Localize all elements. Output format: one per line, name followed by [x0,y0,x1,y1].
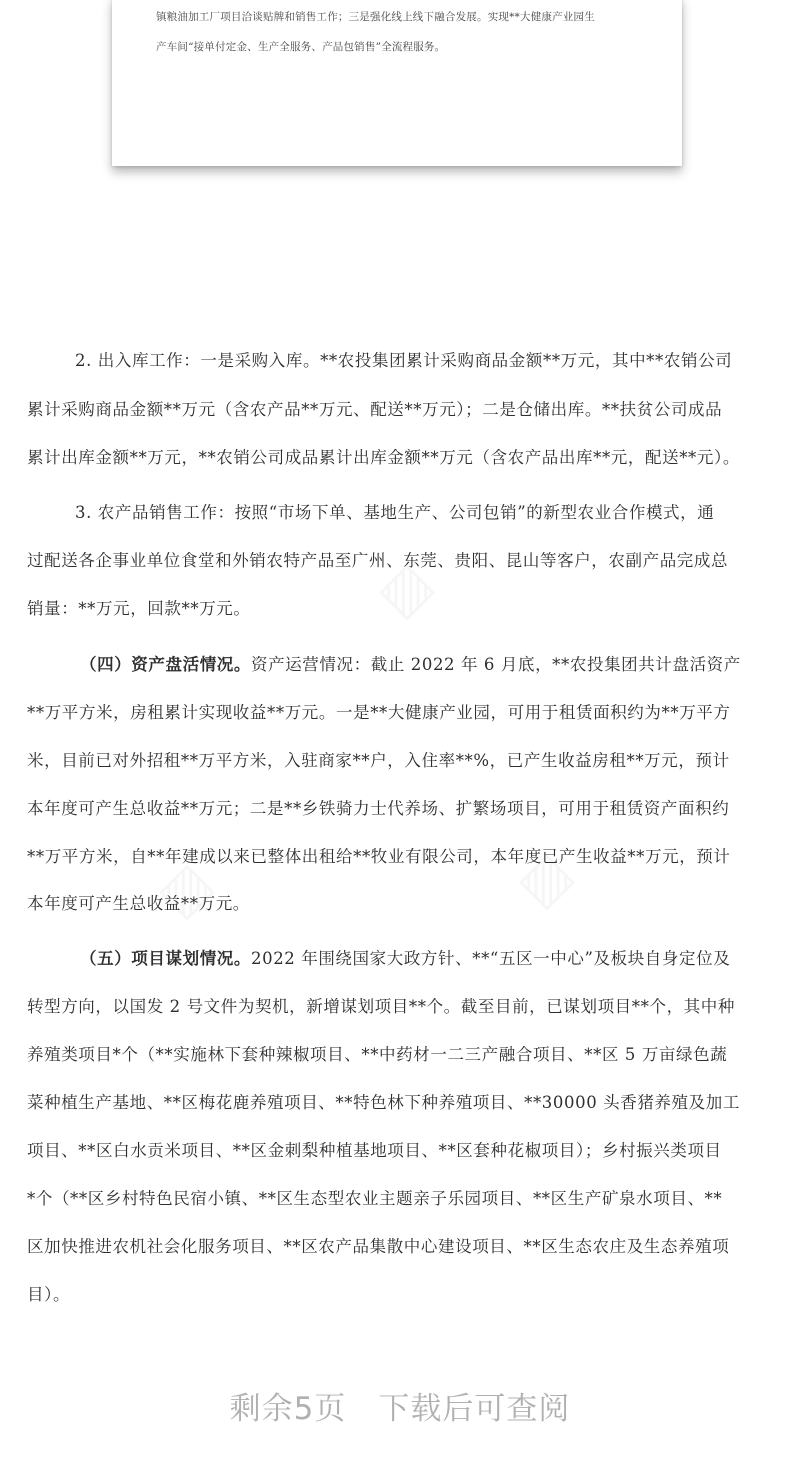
section-heading: （五）项目谋划情况。 [80,949,251,968]
text-span: 2022 年围绕国家大政方针、**“五区一中心”及板块自身定位及 [251,949,731,968]
text-line: 目）。 [27,1285,71,1304]
text-line: 销量：**万元，回款**万元。 [27,599,251,618]
section-first-line [80,651,741,675]
text-span: 资产运营情况：截止 2022 年 6 月底，**农投集团共计盘活资产 [251,655,741,674]
text-line: 3. 农产品销售工作：按照“市场下单、基地生产、公司包销”的新型农业合作模式，通 [75,503,715,522]
text-line: 累计出库金额**万元，**农销公司成品累计出库金额**万元（含农产品出库**元，配送**元）。 [27,448,740,467]
text-line: **万平方米，房租累计实现收益**万元。一是**大健康产业园，可用于租赁面积约为**万平方 [27,703,731,722]
text-line: 项目、**区白水贡米项目、**区金刺梨种植基地项目、**区套种花椒项目）；乡村振兴类项目 [27,1141,722,1160]
text-line: 累计采购商品金额**万元（含农产品**万元、配送**万元）；二是仓储出库。**扶贫公司成品 [27,400,723,419]
text-line: 2. 出入库工作：一是采购入库。**农投集团累计采购商品金额**万元，其中**农销公司 [75,351,733,370]
text-line: 过配送各企事业单位食堂和外销农特产品至广州、东莞、贵阳、昆山等客户，农副产品完成总 [27,551,729,570]
preview-line-1: 镇粮油加工厂项目洽谈贴牌和销售工作；三是强化线上线下融合发展。实现**大健康产业园生 [156,11,595,23]
text-line: 区加快推进农机社会化服务项目、**区农产品集散中心建设项目、**区生态农庄及生态养殖项 [27,1237,730,1256]
preview-line-2: 产车间“接单付定金、生产全服务、产品包销售”全流程服务。 [156,41,446,53]
text-line: 转型方向，以国发 2 号文件为契机，新增谋划项目**个。截至目前，已谋划项目**个，其中种 [27,997,735,1016]
text-line: 米，目前已对外招租**万平方米，入驻商家**户，入住率**%，已产生收益房租**万元，预计 [27,751,730,770]
text-line: 本年度可产生总收益**万元；二是**乡铁骑力士代养场、扩繁场项目，可用于租赁资产面积约 [27,799,730,818]
preview-page-card [112,0,682,166]
section-first-line [80,945,730,969]
section-heading: （四）资产盘活情况。 [80,655,251,674]
text-line: 养殖类项目*个（**实施林下套种辣椒项目、**中药材一二三产融合项目、**区 5 万亩绿色蔬 [27,1045,728,1064]
download-remaining-pages-link[interactable]: 剩余5页 下载后可查阅 [229,1391,571,1427]
text-line: 菜种植生产基地、**区梅花鹿养殖项目、**特色林下种养殖项目、**30000 头香猪养殖及加工 [27,1093,740,1112]
text-line: 本年度可产生总收益**万元。 [27,894,250,913]
text-line: **万平方米，自**年建成以来已整体出租给**牧业有限公司，本年度已产生收益**万元，预计 [27,847,731,866]
text-line: *个（**区乡村特色民宿小镇、**区生态型农业主题亲子乐园项目、**区生产矿泉水项目、** [27,1189,723,1208]
